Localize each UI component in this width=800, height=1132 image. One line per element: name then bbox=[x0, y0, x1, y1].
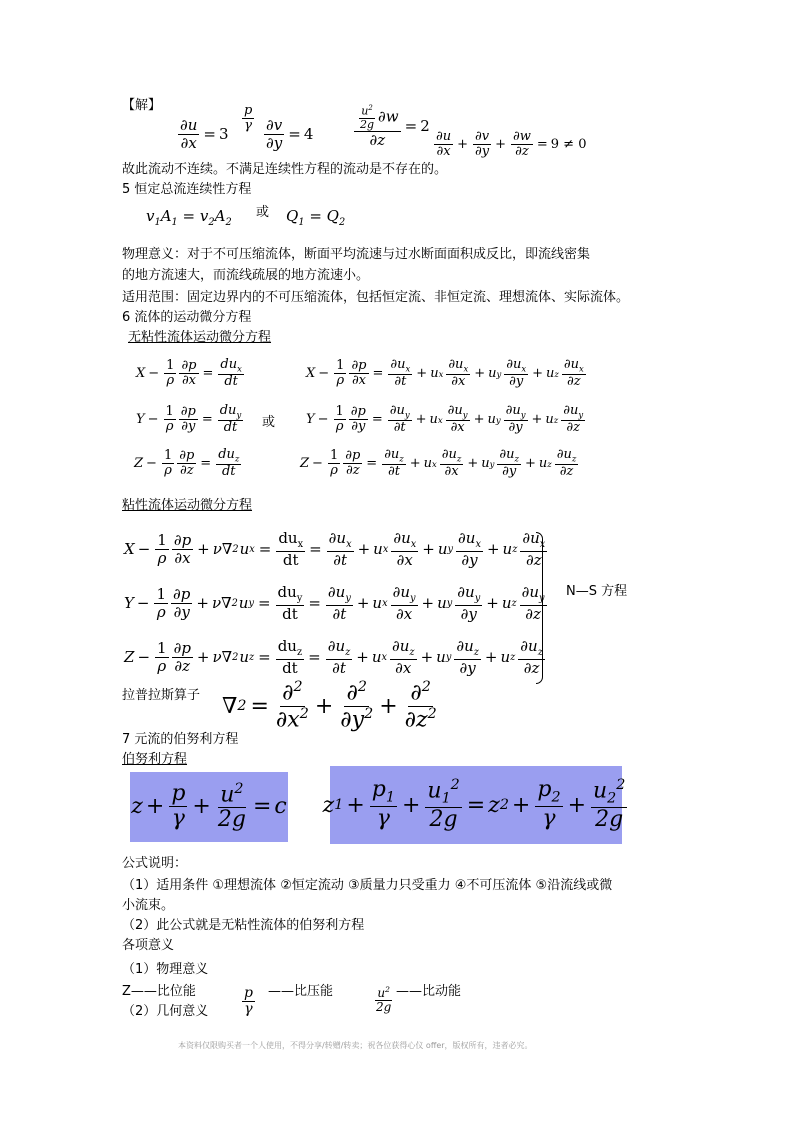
solution-label: 【解】 bbox=[122, 98, 162, 113]
eq-divergence: $\frac{\partial u}{\partial x}$ + $\frac{\partial v}{\partial y}$ + $\frac{\partial w}{\partial z}$ = 9 ≠ 0 bbox=[436, 129, 587, 160]
section6-heading: 6 流体的运动微分方程 bbox=[122, 310, 252, 325]
conclusion-text: 故此流动不连续。不满足连续性方程的流动是不存在的。 bbox=[122, 162, 448, 177]
note1-line2: 小流束。 bbox=[122, 898, 175, 913]
euler-y-long: Y − $\frac{1}{\rho}$ $\frac{\partial p}{\partial y}$ = $\frac{\partial u_y}{\partial t}$ + u x $\frac{\partial u_y}{\partial x}$ + u y $\frac{\partial u_y}{\partial y}$ + u z $\frac{\partial u_y}{\partial z}$ bbox=[306, 403, 584, 435]
v-term-label: ——比动能 bbox=[396, 984, 462, 999]
laplace-label: 拉普拉斯算子 bbox=[122, 688, 201, 703]
note2: （2）此公式就是无粘性流体的伯努利方程 bbox=[122, 918, 365, 933]
terms-title: 各项意义 bbox=[122, 938, 175, 953]
eq-continuity-q: $Q_1 = Q_2$ bbox=[286, 207, 346, 228]
inviscid-title: 无粘性流体运动微分方程 bbox=[128, 330, 272, 345]
euler-x-long: X − $\frac{1}{\rho}$ $\frac{\partial p}{\partial x}$ = $\frac{\partial u_x}{\partial t}$ + u x $\frac{\partial u_x}{\partial x}$ + u y $\frac{\partial u_x}{\partial y}$ + u z $\frac{\partial u_x}{\partial z}$ bbox=[306, 357, 584, 389]
bernoulli-box-two-point: z 1 + $\frac{p_1}{\gamma}$ + $\frac{u_1^2}{2g}$ = z 2 + $\frac{p_2}{\gamma}$ + $\frac{u_2^2}{2g}$ bbox=[330, 766, 622, 844]
meaning-text: 物理意义：对于不可压缩流体，断面平均流速与过水断面面积成反比，即流线密集 bbox=[122, 247, 591, 262]
eq-continuity-v: $v_1A_1 = v_2A_2$ bbox=[146, 207, 232, 228]
or-text-6: 或 bbox=[262, 415, 276, 430]
laplace-operator: ∇ 2 = $\frac{\partial^2}{\partial x^2}$ + $\frac{\partial^2}{\partial y^2}$ + $\frac{\partial^2}{\partial z^2}$ bbox=[222, 679, 437, 732]
geometric-title: （2）几何意义 bbox=[122, 1004, 209, 1019]
ns-label: N—S 方程 bbox=[566, 584, 628, 599]
bernoulli-title: 伯努利方程 bbox=[122, 752, 188, 767]
physical-title: （1）物理意义 bbox=[122, 962, 209, 977]
ns-brace bbox=[536, 532, 543, 684]
scope-text: 适用范围：固定边界内的不可压缩流体，包括恒定流、非恒定流、理想流体、实际流体。 bbox=[122, 290, 630, 305]
ns-x: X − $\frac{1}{\rho}$ $\frac{\partial p}{\partial x}$ + ν∇ 2 u x = $\frac{du_x}{dt}$ = $\frac{\partial u_x}{\partial t}$ + u x $\frac{\partial u_x}{\partial x}$ + u y $\frac{\partial u_x}{\partial y}$ + u z $\frac{\partial u_x}{\partial z}$ bbox=[124, 529, 546, 569]
eq-dwdz: $\frac{u^2}{2g}$ ∂w ∂z = 2 bbox=[352, 104, 431, 148]
bernoulli-box-simple: z + $\frac{p}{\gamma}$ + $\frac{u^2}{2g}$ = c bbox=[130, 772, 288, 842]
ns-y: Y − $\frac{1}{\rho}$ $\frac{\partial p}{\partial y}$ + ν∇ 2 u y = $\frac{du_y}{dt}$ = $\frac{\partial u_y}{\partial t}$ + u x $\frac{\partial u_y}{\partial x}$ + u y $\frac{\partial u_y}{\partial y}$ + u z $\frac{\partial u_y}{\partial z}$ bbox=[124, 583, 545, 623]
eq-dudx: $\frac{\partial u}{\partial x}$ = 3 bbox=[180, 116, 229, 152]
z-term: Z——比位能 bbox=[122, 984, 196, 999]
p-gamma-term: $\frac{p}{\gamma}$ bbox=[244, 985, 253, 1018]
or-text-5: 或 bbox=[256, 205, 270, 220]
u2-2g-term: $\frac{u^2}{2g}$ bbox=[376, 985, 392, 1015]
euler-z-long: Z − $\frac{1}{\rho}$ $\frac{\partial p}{\partial z}$ = $\frac{\partial u_z}{\partial t}$ + u x $\frac{\partial u_z}{\partial x}$ + u y $\frac{\partial u_z}{\partial y}$ + u z $\frac{\partial u_z}{\partial z}$ bbox=[300, 447, 577, 479]
section7-heading: 7 元流的伯努利方程 bbox=[122, 732, 239, 747]
footer-notice: 本资料仅限购买者一个人使用，不得分享/转赠/转卖；祝各位获得心仪 offer，版权所有，违者必究。 bbox=[178, 1041, 533, 1050]
euler-x-short: X − $\frac{1}{\rho}$ $\frac{\partial p}{\partial x}$ = $\frac{du_x}{dt}$ bbox=[136, 357, 242, 389]
euler-z-short: Z − $\frac{1}{\rho}$ $\frac{\partial p}{\partial z}$ = $\frac{du_z}{dt}$ bbox=[134, 447, 240, 479]
p-term-label: ——比压能 bbox=[268, 984, 334, 999]
euler-y-short: Y − $\frac{1}{\rho}$ $\frac{\partial p}{\partial y}$ = $\frac{du_y}{dt}$ bbox=[136, 403, 242, 435]
ns-z: Z − $\frac{1}{\rho}$ $\frac{\partial p}{\partial z}$ + ν∇ 2 u z = $\frac{du_z}{dt}$ = $\frac{\partial u_z}{\partial t}$ + u x $\frac{\partial u_z}{\partial x}$ + u y $\frac{\partial u_z}{\partial y}$ + u z $\frac{\partial u_z}{\partial z}$ bbox=[124, 637, 543, 677]
eq-p-gamma: $\frac{p}{\gamma}$ bbox=[244, 103, 253, 134]
note1-line1: （1）适用条件 ①理想流体 ②恒定流动 ③质量力只受重力 ④不可压流体 ⑤沿流线或微 bbox=[122, 878, 613, 893]
eq-dvdy: $\frac{\partial v}{\partial y}$ = 4 bbox=[266, 116, 314, 152]
notes-title: 公式说明： bbox=[122, 856, 188, 871]
viscous-title: 粘性流体运动微分方程 bbox=[122, 498, 253, 513]
section5-heading: 5 恒定总流连续性方程 bbox=[122, 182, 252, 197]
meaning-text-2: 的地方流速大，而流线疏展的地方流速小。 bbox=[122, 268, 370, 283]
